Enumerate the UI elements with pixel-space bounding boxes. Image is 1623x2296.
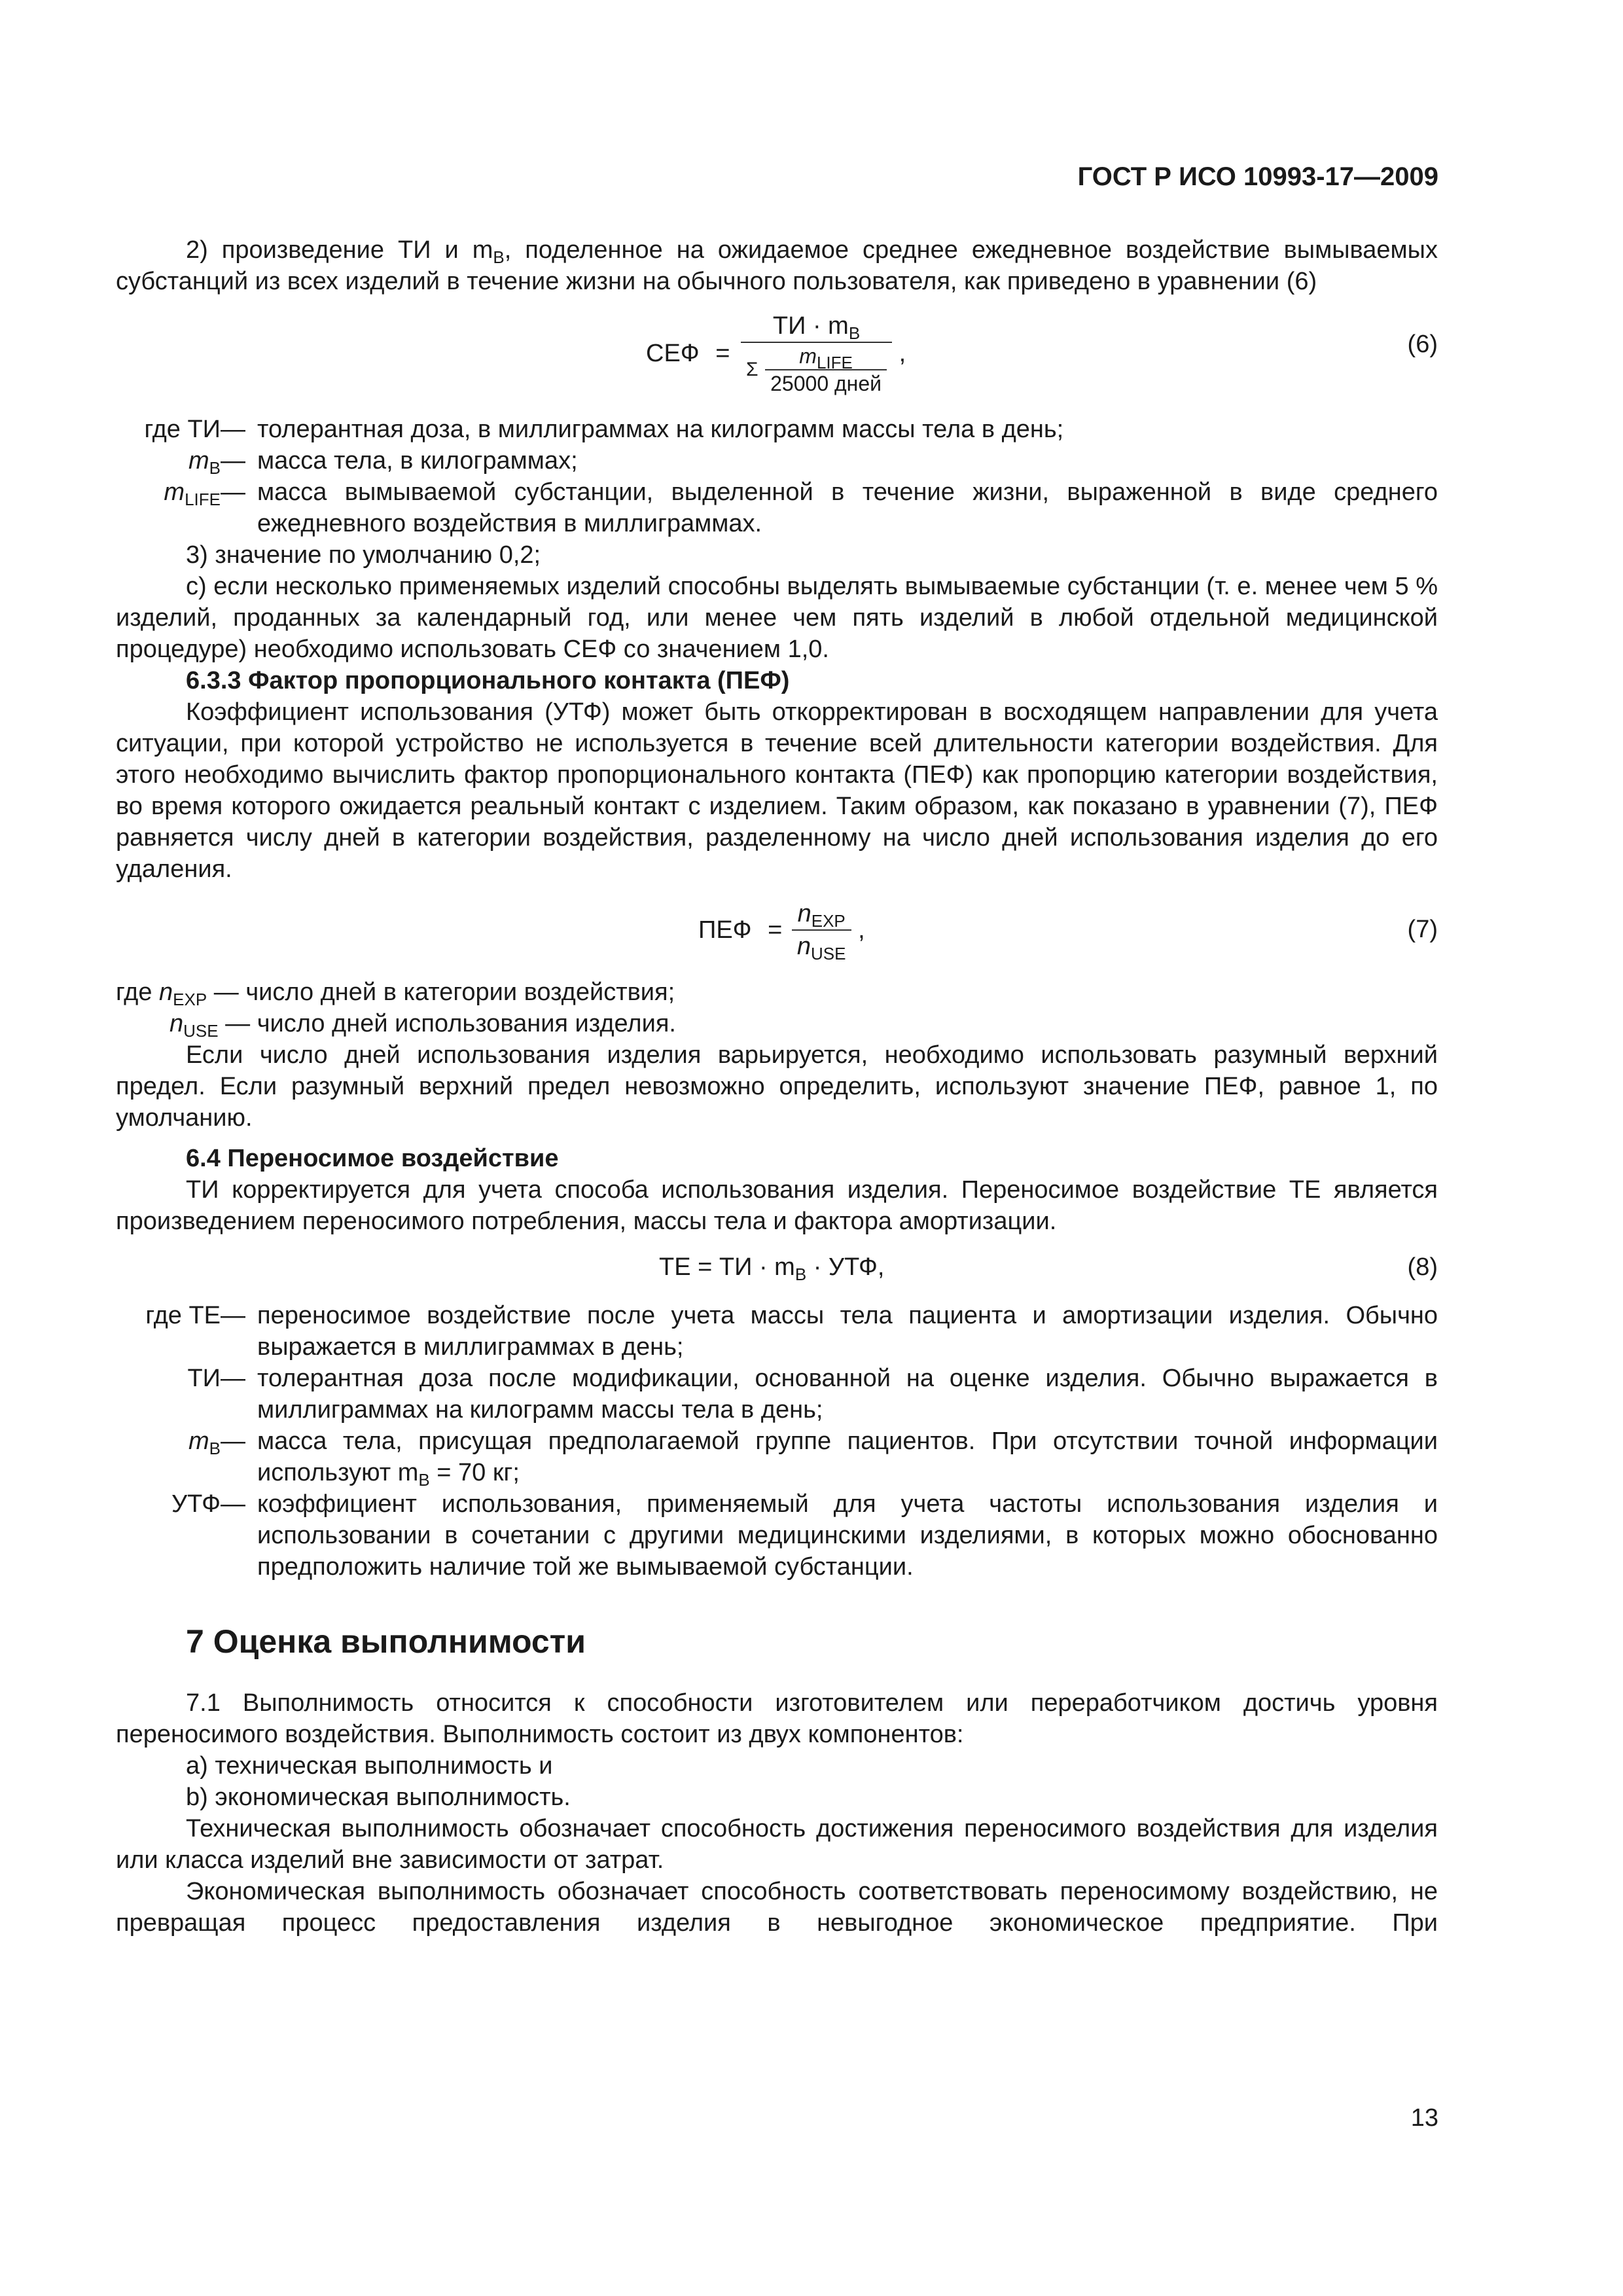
equation-6: СЕФ = ТИ · $m_B$ Σ $\frac{m_{LIFE}}{\text{25000 дней}}$ , (6)	[116, 297, 1438, 414]
definition-n-exp: где $n_{EXP}$ — число дней в категории воздействия;	[116, 978, 675, 1009]
definition-n-use: $n_{USE}$ — число дней использования изделия.	[169, 1010, 676, 1041]
equation-6-number: (6)	[1407, 331, 1438, 358]
definition-row: УТФ — коэффициент использования, применяемый для учета частоты использования изделия и использовании в сочетании с другими медицинскими изделиями, в которых можно обоснованно предположить наличие той же вымываемой субстанции.	[171, 1490, 1438, 1581]
paragraph-6-4: ТИ корректируется для учета способа использования изделия. Переносимое воздействие ТЕ является произведением переносимого потребления, массы тела и фактора амортизации.	[116, 1176, 1438, 1235]
definition-row: ТИ — толерантная доза после модификации, основанной на оценке изделия. Обычно выражается в миллиграммах на килограмм массы тела в день;	[187, 1365, 1438, 1424]
paragraph-technical: Техническая выполнимость обозначает способность достижения переносимого воздействия для изделия или класса изделий вне зависимости от затрат.	[116, 1815, 1438, 1874]
paragraph-item-c: с) если несколько применяемых изделий способны выделять вымываемые субстанции (т. е. менее чем 5 % изделий, проданных за календарный год, или менее чем пять изделий в любой отдельной медицинской процедуре) необходимо использовать СЕФ со значением 1,0.	[116, 573, 1438, 663]
definition-row: где ТЕ — переносимое воздействие после учета массы тела пациента и амортизации изделия. Обычно выражается в миллиграммах в день;	[145, 1302, 1438, 1361]
paragraph-economic: Экономическая выполнимость обозначает способность соответствовать переносимому воздействию, не превращая процесс предоставления изделия в невыгодное экономическое предприятие. При	[116, 1878, 1438, 1937]
document-header: ГОСТ Р ИСО 10993-17—2009	[1077, 162, 1438, 191]
definition-row: $m_B$ — масса тела, в килограммах;	[188, 447, 578, 478]
equation-8: ТЕ = ТИ · $m_B$ · УТФ, (8)	[116, 1237, 1438, 1300]
paragraph-pef-limit: Если число дней использования изделия варьируется, необходимо использовать разумный верхний предел. Если разумный верхний предел невозможно определить, используют значение ПЕФ, равное 1, по умолчанию.	[116, 1041, 1438, 1132]
equation-6-lhs: СЕФ	[646, 340, 700, 367]
definitions-eq8	[116, 1300, 1438, 1583]
document-body	[116, 234, 1438, 1939]
heading-6-4: 6.4 Переносимое воздействие	[186, 1145, 559, 1172]
definition-row: $m_B$ — масса тела, присущая предполагаемой группе пациентов. При отсутствии точной информации используют $m_B = 70$ кг;	[188, 1427, 1438, 1490]
list-item-b: b) экономическая выполнимость.	[186, 1784, 571, 1811]
equation-7-fraction: $\frac{n_{EXP}}{n_{USE}}$	[792, 898, 851, 962]
definition-row: $m_{LIFE}$ — масса вымываемой субстанции, выделенной в течение жизни, выраженной в виде среднего ежедневного воздействия в миллиграммах.	[164, 478, 1438, 537]
equation-7-lhs: ПЕФ	[698, 916, 752, 944]
list-item-a: a) техническая выполнимость и	[186, 1752, 553, 1780]
paragraph-item-3: 3) значение по умолчанию 0,2;	[186, 541, 541, 569]
definition-row: где ТИ — толерантная доза, в миллиграммах на килограмм массы тела в день;	[144, 416, 1064, 443]
page-number: 13	[1410, 2104, 1438, 2132]
paragraph-7-1: 7.1 Выполнимость относится к способности изготовителем или переработчиком достичь уровня переносимого воздействия. Выполнимость состоит из двух компонентов:	[116, 1689, 1438, 1748]
equation-8-number: (8)	[1407, 1253, 1438, 1281]
heading-section-7: 7 Оценка выполнимости	[186, 1623, 586, 1660]
paragraph-6-3-3: Коэффициент использования (УТФ) может быть откорректирован в восходящем направлении для учета ситуации, при которой устройство не используется в течение всей длительности категории воздействия. Для этого необходимо вычислить фактор пропорционального контакта (ПЕФ) как пропорцию категории воздействия, во время которого ожидается реальный контакт с изделием. Таким образом, как показано в уравнении (7), ПЕФ равняется числу дней в категории воздействия, разделенному на число дней использования изделия до его удаления.	[116, 698, 1438, 883]
equation-6-fraction: ТИ · $m_B$ Σ $\frac{m_{LIFE}}{\text{25000 дней}}$	[741, 310, 892, 397]
heading-6-3-3: 6.3.3 Фактор пропорционального контакта (ПЕФ)	[186, 667, 790, 694]
equation-7: ПЕФ = $\frac{n_{EXP}}{n_{USE}}$ , (7)	[116, 885, 1438, 977]
equation-7-number: (7)	[1407, 916, 1438, 943]
paragraph-item-2: 2) произведение ТИ и $m_B$, поделенное на ожидаемое среднее ежедневное воздействие вымываемых субстанций из всех изделий в течение жизни на обычного пользователя, как приведено в уравнении (6)	[116, 236, 1438, 295]
definitions-eq6	[116, 414, 1438, 539]
